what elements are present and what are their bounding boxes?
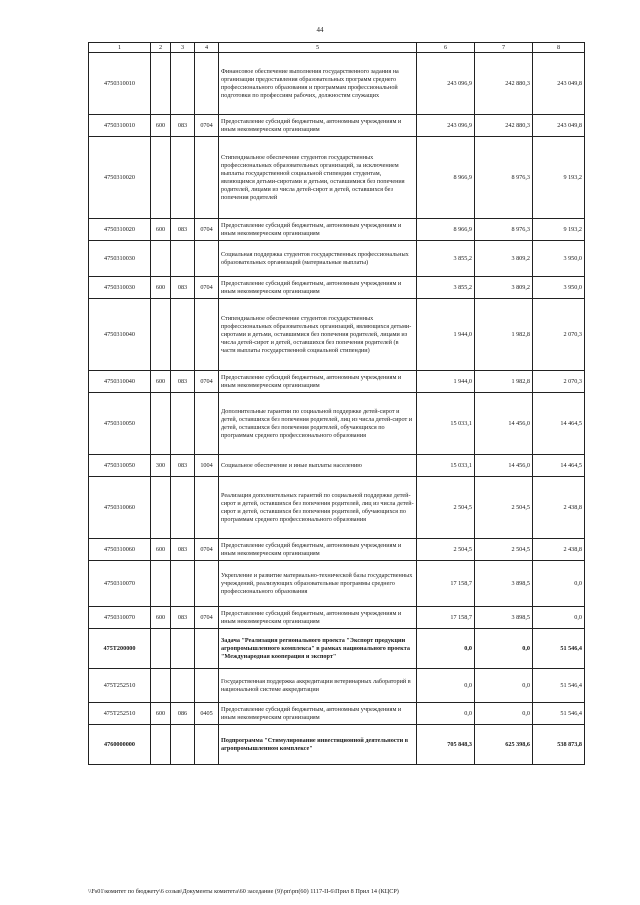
amount-year1-cell: 17 158,7 xyxy=(417,607,475,629)
ministry-code-cell xyxy=(171,669,195,703)
item-name-cell: Укрепление и развитие материально-технической базы государственных учреждений, реализующих образовательные программы среднего профессионального образования xyxy=(219,561,417,607)
amount-year3-cell: 2 438,8 xyxy=(533,477,585,539)
amount-year2-cell: 3 898,5 xyxy=(475,561,533,607)
section-code-cell: 0704 xyxy=(195,607,219,629)
amount-year1-cell: 2 504,5 xyxy=(417,539,475,561)
ministry-code-cell xyxy=(171,393,195,455)
section-code-cell xyxy=(195,669,219,703)
amount-year1-cell: 3 855,2 xyxy=(417,241,475,277)
expense-type-cell: 600 xyxy=(151,115,171,137)
amount-year1-cell: 0,0 xyxy=(417,629,475,669)
header-row xyxy=(89,43,585,53)
budget-code-cell: 4750310050 xyxy=(89,455,151,477)
budget-code-cell: 475Т252510 xyxy=(89,703,151,725)
header-cell-4: 4 xyxy=(195,43,219,53)
section-code-cell xyxy=(195,629,219,669)
table-row xyxy=(89,455,585,477)
amount-year2-cell: 3 809,2 xyxy=(475,241,533,277)
amount-year2-cell: 1 982,8 xyxy=(475,299,533,371)
budget-code-cell: 4750310040 xyxy=(89,299,151,371)
amount-year2-cell: 242 880,3 xyxy=(475,53,533,115)
amount-year3-cell: 2 070,3 xyxy=(533,371,585,393)
budget-code-cell: 4750310060 xyxy=(89,477,151,539)
section-code-cell: 0704 xyxy=(195,115,219,137)
expense-type-cell: 600 xyxy=(151,703,171,725)
section-code-cell xyxy=(195,393,219,455)
amount-year2-cell: 14 456,0 xyxy=(475,455,533,477)
table-row xyxy=(89,371,585,393)
item-name-cell: Предоставление субсидий бюджетным, автономным учреждениям и иным некоммерческим организациям xyxy=(219,115,417,137)
table-row xyxy=(89,629,585,669)
expense-type-cell xyxy=(151,477,171,539)
table-row xyxy=(89,669,585,703)
amount-year3-cell: 243 049,8 xyxy=(533,53,585,115)
amount-year3-cell: 9 193,2 xyxy=(533,219,585,241)
amount-year1-cell: 0,0 xyxy=(417,703,475,725)
amount-year2-cell: 3 809,2 xyxy=(475,277,533,299)
amount-year2-cell: 0,0 xyxy=(475,703,533,725)
section-code-cell: 0704 xyxy=(195,371,219,393)
file-path-footer: \\Fs01\комитет по бюджету\6 созыв\Документы комитета\60 заседание (9)\рп\рп(60) 1117-II-6\Прил 8 Прил 14 (КЦСР) xyxy=(88,888,399,895)
amount-year2-cell: 2 504,5 xyxy=(475,539,533,561)
page-number: 44 xyxy=(316,26,324,34)
ministry-code-cell: 083 xyxy=(171,277,195,299)
item-name-cell: Предоставление субсидий бюджетным, автономным учреждениям и иным некоммерческим организациям xyxy=(219,277,417,299)
item-name-cell: Финансовое обеспечение выполнения государственного задания на организации предоставления образовательных программ среднего профессионального образования и программам профессиональной подготовки по профессиям рабочих, должностям служащих xyxy=(219,53,417,115)
header-cell-8: 8 xyxy=(533,43,585,53)
item-name-cell: Стипендиальное обеспечение студентов государственных профессиональных образовательных организаций, за исключением выплаты государственной социальной стипендии студентам, являющимся детьми-сиротами и детьми, оставшимися без попечения родителей, лицами из числа детей-сирот и детей, оставшихся без попечения родителей xyxy=(219,137,417,219)
section-code-cell xyxy=(195,241,219,277)
table-row xyxy=(89,277,585,299)
expense-type-cell: 600 xyxy=(151,607,171,629)
amount-year3-cell: 243 049,8 xyxy=(533,115,585,137)
ministry-code-cell xyxy=(171,299,195,371)
budget-code-cell: 4750310020 xyxy=(89,219,151,241)
expense-type-cell: 600 xyxy=(151,219,171,241)
section-code-cell xyxy=(195,477,219,539)
item-name-cell: Реализация дополнительных гарантий по социальной поддержке детей-сирот и детей, оставшихся без попечения родителей, лиц из числа детей-сирот и детей, оставшихся без попечения родителей, обучающихся по программам среднего профессионального образования xyxy=(219,477,417,539)
table-row xyxy=(89,725,585,765)
section-code-cell: 0704 xyxy=(195,219,219,241)
amount-year2-cell: 8 976,3 xyxy=(475,219,533,241)
ministry-code-cell xyxy=(171,561,195,607)
amount-year2-cell: 1 982,8 xyxy=(475,371,533,393)
section-code-cell: 0704 xyxy=(195,277,219,299)
ministry-code-cell: 083 xyxy=(171,455,195,477)
expense-type-cell xyxy=(151,53,171,115)
section-code-cell xyxy=(195,299,219,371)
amount-year2-cell: 242 880,3 xyxy=(475,115,533,137)
ministry-code-cell: 083 xyxy=(171,371,195,393)
table-row xyxy=(89,241,585,277)
amount-year2-cell: 0,0 xyxy=(475,629,533,669)
ministry-code-cell: 083 xyxy=(171,539,195,561)
amount-year2-cell: 14 456,0 xyxy=(475,393,533,455)
amount-year1-cell: 0,0 xyxy=(417,669,475,703)
budget-code-cell: 475Т252510 xyxy=(89,669,151,703)
amount-year2-cell: 625 398,6 xyxy=(475,725,533,765)
amount-year3-cell: 51 546,4 xyxy=(533,703,585,725)
item-name-cell: Подпрограмма "Стимулирование инвестиционной деятельности в агропромышленном комплексе" xyxy=(219,725,417,765)
amount-year1-cell: 243 096,9 xyxy=(417,115,475,137)
ministry-code-cell: 086 xyxy=(171,703,195,725)
amount-year3-cell: 0,0 xyxy=(533,561,585,607)
ministry-code-cell: 083 xyxy=(171,219,195,241)
budget-code-cell: 4750310030 xyxy=(89,241,151,277)
section-code-cell: 0704 xyxy=(195,539,219,561)
amount-year1-cell: 1 944,0 xyxy=(417,299,475,371)
item-name-cell: Предоставление субсидий бюджетным, автономным учреждениям и иным некоммерческим организациям xyxy=(219,371,417,393)
amount-year1-cell: 8 966,9 xyxy=(417,219,475,241)
amount-year1-cell: 15 033,1 xyxy=(417,393,475,455)
budget-code-cell: 4750310060 xyxy=(89,539,151,561)
ministry-code-cell: 083 xyxy=(171,607,195,629)
amount-year1-cell: 2 504,5 xyxy=(417,477,475,539)
item-name-cell: Стипендиальное обеспечение студентов государственных профессиональных образовательных организаций, являющихся детьми-сиротами и детьми, оставшимися без попечения родителей, лицами из числа детей-сирот и детей, оставшихся без попечения родителей (в части выплаты государственной социальной стипендии) xyxy=(219,299,417,371)
amount-year1-cell: 15 033,1 xyxy=(417,455,475,477)
budget-code-cell: 4750310010 xyxy=(89,115,151,137)
amount-year2-cell: 3 898,5 xyxy=(475,607,533,629)
table-row xyxy=(89,137,585,219)
item-name-cell: Социальная поддержка студентов государственных профессиональных образовательных организаций (материальные выплаты) xyxy=(219,241,417,277)
header-cell-7: 7 xyxy=(475,43,533,53)
header-cell-5: 5 xyxy=(219,43,417,53)
expense-type-cell: 600 xyxy=(151,539,171,561)
amount-year3-cell: 3 950,0 xyxy=(533,241,585,277)
amount-year2-cell: 0,0 xyxy=(475,669,533,703)
table-row xyxy=(89,53,585,115)
table-row xyxy=(89,393,585,455)
expense-type-cell xyxy=(151,629,171,669)
amount-year1-cell: 705 848,3 xyxy=(417,725,475,765)
amount-year3-cell: 538 873,8 xyxy=(533,725,585,765)
header-cell-3: 3 xyxy=(171,43,195,53)
budget-code-cell: 4750310070 xyxy=(89,561,151,607)
item-name-cell: Предоставление субсидий бюджетным, автономным учреждениям и иным некоммерческим организациям xyxy=(219,539,417,561)
budget-code-cell: 4750310030 xyxy=(89,277,151,299)
expense-type-cell xyxy=(151,393,171,455)
expense-type-cell xyxy=(151,299,171,371)
amount-year1-cell: 17 158,7 xyxy=(417,561,475,607)
expense-type-cell: 300 xyxy=(151,455,171,477)
item-name-cell: Социальное обеспечение и иные выплаты населению xyxy=(219,455,417,477)
section-code-cell xyxy=(195,137,219,219)
amount-year3-cell: 14 464,5 xyxy=(533,455,585,477)
budget-code-cell: 475Т200000 xyxy=(89,629,151,669)
table-row xyxy=(89,561,585,607)
amount-year3-cell: 14 464,5 xyxy=(533,393,585,455)
expense-type-cell xyxy=(151,725,171,765)
item-name-cell: Государственная поддержка аккредитации ветеринарных лабораторий в национальной системе аккредитации xyxy=(219,669,417,703)
amount-year2-cell: 2 504,5 xyxy=(475,477,533,539)
item-name-cell: Предоставление субсидий бюджетным, автономным учреждениям и иным некоммерческим организациям xyxy=(219,607,417,629)
item-name-cell: Задача "Реализация регионального проекта "Экспорт продукции агропромышленного комплекса" в рамках национального проекта "Международная кооперация и экспорт" xyxy=(219,629,417,669)
item-name-cell: Предоставление субсидий бюджетным, автономным учреждениям и иным некоммерческим организациям xyxy=(219,219,417,241)
expense-type-cell xyxy=(151,669,171,703)
amount-year3-cell: 3 950,0 xyxy=(533,277,585,299)
amount-year1-cell: 3 855,2 xyxy=(417,277,475,299)
budget-code-cell: 4750310010 xyxy=(89,53,151,115)
section-code-cell xyxy=(195,725,219,765)
amount-year1-cell: 1 944,0 xyxy=(417,371,475,393)
budget-code-cell: 4760000000 xyxy=(89,725,151,765)
amount-year3-cell: 0,0 xyxy=(533,607,585,629)
table-row xyxy=(89,477,585,539)
ministry-code-cell xyxy=(171,241,195,277)
expense-type-cell xyxy=(151,137,171,219)
section-code-cell: 1004 xyxy=(195,455,219,477)
amount-year3-cell: 51 546,4 xyxy=(533,629,585,669)
table-row xyxy=(89,607,585,629)
table-row xyxy=(89,539,585,561)
ministry-code-cell xyxy=(171,629,195,669)
header-cell-6: 6 xyxy=(417,43,475,53)
expense-type-cell xyxy=(151,561,171,607)
ministry-code-cell xyxy=(171,137,195,219)
item-name-cell: Предоставление субсидий бюджетным, автономным учреждениям и иным некоммерческим организациям xyxy=(219,703,417,725)
expense-type-cell xyxy=(151,241,171,277)
amount-year3-cell: 9 193,2 xyxy=(533,137,585,219)
item-name-cell: Дополнительные гарантии по социальной поддержке детей-сирот и детей, оставшихся без попечения родителей, лиц из числа детей-сирот и детей, оставшихся без попечения родителей, обучающихся по программам среднего профессионального образования xyxy=(219,393,417,455)
ministry-code-cell xyxy=(171,725,195,765)
amount-year3-cell: 2 438,8 xyxy=(533,539,585,561)
section-code-cell xyxy=(195,53,219,115)
header-cell-2: 2 xyxy=(151,43,171,53)
ministry-code-cell xyxy=(171,477,195,539)
header-cell-1: 1 xyxy=(89,43,151,53)
table-row xyxy=(89,299,585,371)
budget-code-cell: 4750310070 xyxy=(89,607,151,629)
amount-year3-cell: 51 546,4 xyxy=(533,669,585,703)
section-code-cell xyxy=(195,561,219,607)
ministry-code-cell: 083 xyxy=(171,115,195,137)
section-code-cell: 0405 xyxy=(195,703,219,725)
amount-year1-cell: 8 966,9 xyxy=(417,137,475,219)
amount-year2-cell: 8 976,3 xyxy=(475,137,533,219)
amount-year3-cell: 2 070,3 xyxy=(533,299,585,371)
expense-type-cell: 600 xyxy=(151,371,171,393)
table-row xyxy=(89,115,585,137)
budget-table xyxy=(88,42,585,765)
budget-code-cell: 4750310040 xyxy=(89,371,151,393)
budget-code-cell: 4750310050 xyxy=(89,393,151,455)
expense-type-cell: 600 xyxy=(151,277,171,299)
budget-code-cell: 4750310020 xyxy=(89,137,151,219)
ministry-code-cell xyxy=(171,53,195,115)
table-row xyxy=(89,703,585,725)
table-row xyxy=(89,219,585,241)
amount-year1-cell: 243 096,9 xyxy=(417,53,475,115)
